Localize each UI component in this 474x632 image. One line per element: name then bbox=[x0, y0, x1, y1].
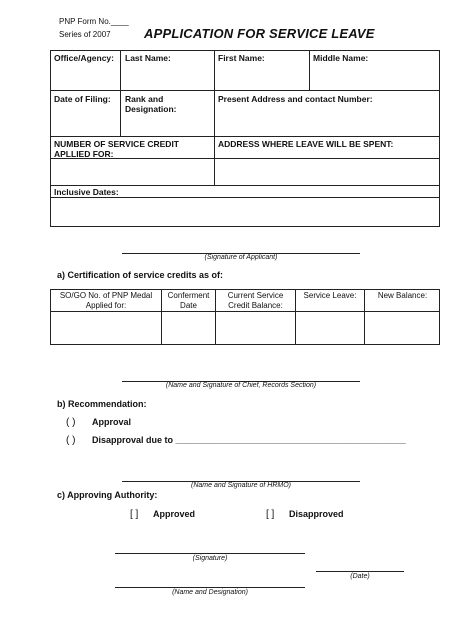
approving-heading: c) Approving Authority: bbox=[57, 490, 158, 500]
disapproval-checkbox[interactable]: ( ) bbox=[66, 435, 76, 446]
column-header: Service Leave: bbox=[303, 291, 357, 300]
divider bbox=[50, 90, 440, 91]
recommendation-heading: b) Recommendation: bbox=[57, 399, 147, 409]
address-leave-field[interactable]: ADDRESS WHERE LEAVE WILL BE SPENT: bbox=[218, 139, 394, 149]
name-designation-line[interactable] bbox=[115, 587, 305, 588]
approval-label: Approval bbox=[92, 417, 132, 427]
middle-name-field[interactable]: Middle Name: bbox=[313, 53, 369, 63]
disapproved-checkbox[interactable]: [ ] bbox=[266, 509, 275, 520]
certification-heading: a) Certification of service credits as of: bbox=[57, 270, 224, 280]
divider bbox=[50, 197, 440, 198]
divider bbox=[50, 136, 440, 137]
approved-checkbox[interactable]: [ ] bbox=[130, 509, 139, 520]
date-of-filing-field[interactable]: Date of Filing: bbox=[54, 94, 111, 104]
divider bbox=[214, 50, 215, 185]
first-name-field[interactable]: First Name: bbox=[218, 53, 265, 63]
divider bbox=[50, 311, 440, 312]
approval-checkbox[interactable]: ( ) bbox=[66, 417, 76, 428]
column-header: New Balance: bbox=[377, 291, 428, 300]
series-year: Series of 2007 bbox=[59, 30, 111, 39]
page-title: APPLICATION FOR SERVICE LEAVE bbox=[144, 26, 375, 41]
date-caption: (Date) bbox=[350, 573, 370, 580]
signature-line[interactable] bbox=[115, 553, 305, 554]
inclusive-dates-field[interactable]: Inclusive Dates: bbox=[54, 187, 119, 197]
disapproval-label: Disapproval due to ______________________________________________ bbox=[92, 435, 406, 445]
divider bbox=[309, 50, 310, 90]
records-chief-caption: (Name and Signature of Chief, Records Section) bbox=[165, 382, 317, 389]
divider bbox=[120, 50, 121, 136]
column-header: SO/GO No. of PNP Medal Applied for: bbox=[59, 291, 153, 310]
column-header: Conferment Date bbox=[167, 291, 210, 310]
signature-caption: (Signature) bbox=[192, 555, 228, 562]
office-agency-field[interactable]: Office/Agency: bbox=[54, 53, 114, 63]
service-credit-field[interactable]: NUMBER OF SERVICE CREDIT APLLIED FOR: bbox=[54, 139, 179, 159]
hrmo-caption: (Name and Signature of HRMO) bbox=[191, 482, 291, 489]
disapproved-label: Disapproved bbox=[289, 509, 344, 519]
rank-designation-field[interactable]: Rank and Designation: bbox=[125, 94, 177, 114]
column-header: Current Service Credit Balance: bbox=[227, 291, 284, 310]
present-address-field[interactable]: Present Address and contact Number: bbox=[218, 94, 373, 104]
name-designation-caption: (Name and Designation) bbox=[172, 589, 248, 596]
applicant-signature-caption: (Signature of Applicant) bbox=[204, 254, 278, 261]
last-name-field[interactable]: Last Name: bbox=[125, 53, 171, 63]
approved-label: Approved bbox=[153, 509, 196, 519]
date-line[interactable] bbox=[316, 571, 404, 572]
divider bbox=[50, 185, 440, 186]
form-number: PNP Form No.____ bbox=[59, 17, 129, 26]
